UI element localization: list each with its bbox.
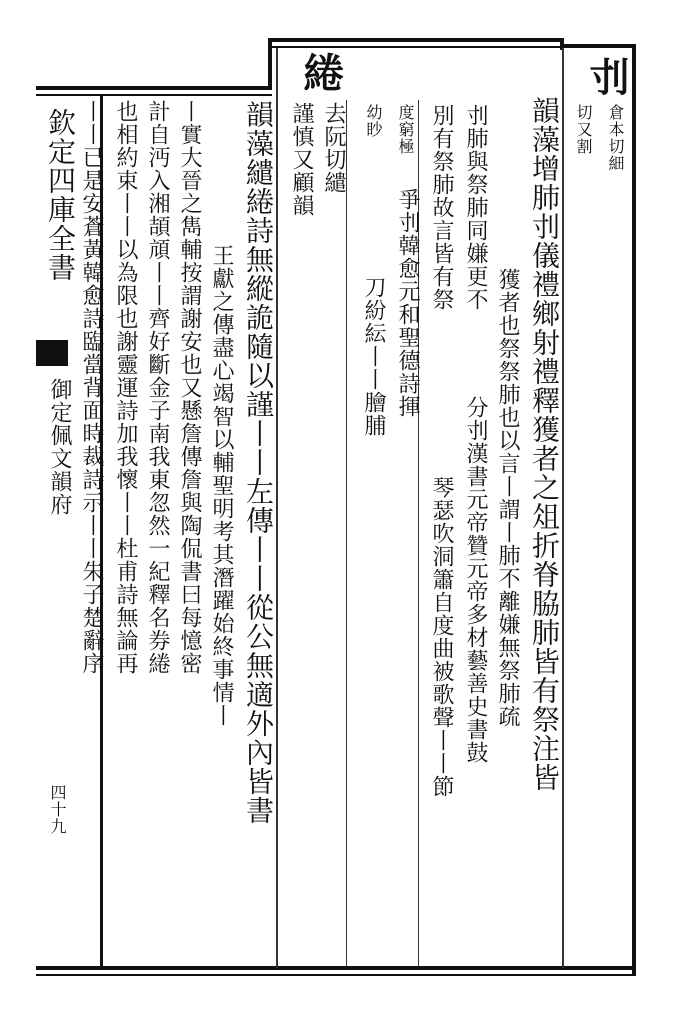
entry-column-14: 計自沔入湘頡頏丨丨齊好斷金子南我東忽然一紀釋名券綣 [145, 100, 170, 675]
book-title: 欽定四庫全書 [44, 108, 77, 282]
frame-top-left [36, 86, 272, 90]
frame-bottom-inner [36, 974, 636, 976]
entry-column-6: 琴瑟吹洞簫自度曲被歌聲丨丨節 [429, 476, 454, 798]
headword-juan-reading-right: 去阮切繾 [321, 102, 346, 194]
frame-bottom [36, 966, 636, 970]
fishtail-mark [36, 340, 68, 366]
entry-column-12: 王獻之傳盡心竭智以輔聖明考其潛躍始終事情丨 [209, 244, 234, 727]
frame-top-left-inner [36, 94, 272, 96]
entry-column-7: 度窮極 [396, 104, 415, 155]
divider-inner-1 [346, 100, 347, 966]
frame-step-left [268, 38, 272, 90]
sub-title: 御定佩文韻府 [47, 378, 72, 516]
entry-column-2: 獲者也祭祭肺也以言丨謂丨肺不離嫌無祭肺疏 [495, 268, 520, 728]
entry-column-13: 丨實大晉之雋輔按謂謝安也又懸詹傳詹與陶侃書曰每憶密 [177, 100, 202, 675]
entry-column-4: 別有祭肺故言皆有祭 [429, 104, 454, 311]
page-number: 四十九 [48, 784, 67, 835]
entry-column-1: 韻藻增肺刌儀禮鄉射禮釋獲者之俎折脊脇肺皆有祭注皆 [528, 96, 561, 792]
entry-column-16: 丨丨已是安蒼黃韓愈詩臨當背面時裁詩示丨丨朱子楚辭序 [79, 100, 104, 675]
entry-column-9: 爭刌韓愈元和聖德詩揮 [395, 188, 420, 418]
entry-column-5: 分刌漢書元帝贊元帝多材藝善史書鼓 [463, 396, 488, 764]
headword-qie: 刌 [583, 56, 630, 100]
frame-right [632, 44, 636, 974]
frame-top-middle [268, 38, 564, 42]
entry-column-15: 也相約束丨丨以為限也謝靈運詩加我懷丨丨杜甫詩無論再 [113, 100, 138, 675]
headword-qie-reading-left: 切又割 [574, 104, 593, 155]
entry-column-10: 刀紛紜丨丨膾脯 [361, 276, 386, 437]
entry-column-11: 韻藻繾綣詩無縱詭隨以謹丨丨左傳丨丨從公無適外內皆書 [242, 100, 275, 825]
entry-column-3: 刌肺與祭肺同嫌更不 [463, 104, 488, 311]
entry-column-8: 幼眇 [364, 104, 383, 138]
headword-qie-reading-right: 倉本切細 [606, 104, 625, 172]
frame-top-middle-inner [268, 46, 564, 48]
headword-juan: 綣 [297, 52, 344, 96]
headword-juan-reading-left: 謹慎又顧韻 [289, 102, 314, 217]
frame-top-right [560, 44, 636, 48]
